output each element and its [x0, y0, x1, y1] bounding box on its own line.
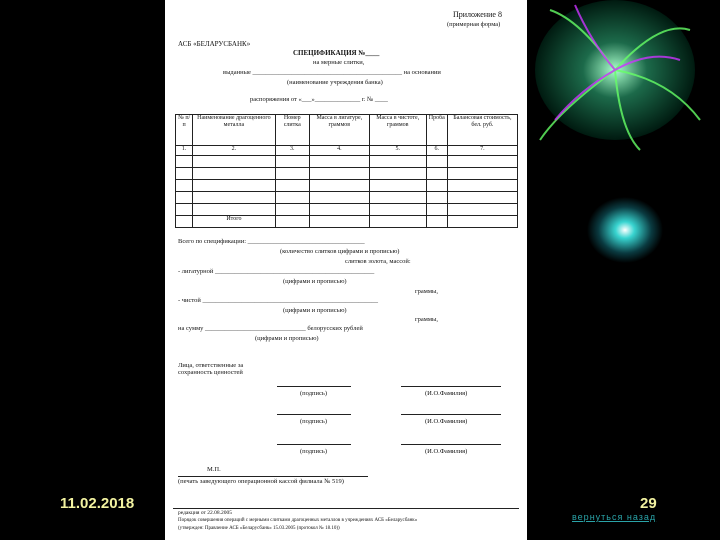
- appendix-sub: (примерная форма): [447, 21, 501, 28]
- signature-hint: (подпись): [300, 418, 327, 425]
- total-label: Итого: [193, 216, 275, 228]
- issued-line: выданные ______________________________________________ на основании: [223, 69, 441, 76]
- pure-hint: (цифрами и прописью): [283, 307, 347, 314]
- document-page: [165, 0, 527, 540]
- pure-line: - чистой ______________________________________________________: [178, 297, 379, 304]
- sum-line: на сумму _______________________________ белорусских рублей: [178, 325, 363, 332]
- name-hint: (И.О.Фамилия): [425, 448, 468, 455]
- spec-title: СПЕЦИФИКАЦИЯ №____: [293, 49, 380, 57]
- specification-table: [175, 114, 518, 228]
- col-number: 7.: [447, 146, 517, 156]
- issued-hint: (наименование учреждения банка): [287, 79, 383, 86]
- bars-mass: слитков золота, массой:: [345, 258, 411, 265]
- footnote: Порядок совершения операций с мерными слитками драгоценных металлов в учреждениях АСБ «Беларусбанк»: [178, 518, 418, 523]
- ligature-line: - лигатурной _________________________________________________: [178, 268, 375, 275]
- col-header: Проба: [426, 115, 447, 146]
- totals-line: Всего по спецификации: ____________________________________: [178, 238, 365, 245]
- order-line: распоряжения от «___»______________ г. № ____: [250, 96, 388, 103]
- bank-name: АСБ «БЕЛАРУСБАНК»: [178, 40, 251, 48]
- col-number: 2.: [193, 146, 275, 156]
- grams-1: граммы,: [415, 288, 439, 295]
- signature-hint: (подпись): [300, 390, 327, 397]
- grams-2: граммы,: [415, 316, 439, 323]
- revision-note: редакция от 22.08.2005: [178, 510, 233, 516]
- slide-date: 11.02.2018: [60, 495, 135, 512]
- col-header: Балансовая стоимость, бел. руб.: [447, 115, 517, 146]
- totals-hint: (количество слитков цифрами и прописью): [280, 248, 400, 255]
- col-number: 4.: [309, 146, 369, 156]
- responsible-label: Лица, ответственные за сохранность ценностей: [178, 362, 244, 377]
- sphere-decoration-small: [585, 195, 665, 265]
- back-link[interactable]: вернуться назад: [572, 512, 657, 522]
- stamp-label: М.П.: [207, 466, 221, 473]
- appendix-label: Приложение 8: [453, 10, 502, 19]
- spec-subtitle: на мерные слитки,: [313, 59, 365, 66]
- col-number: 5.: [369, 146, 426, 156]
- sphere-decoration-large: [520, 0, 720, 160]
- footnote-2: (утвержден: Правление АСБ «Беларусбанк» 15.03.2005 (протокол № 18.10)): [178, 526, 340, 531]
- col-number: 1.: [176, 146, 193, 156]
- slide-page-number: 29: [640, 495, 657, 512]
- sum-hint: (цифрами и прописью): [255, 335, 319, 342]
- signature-hint: (подпись): [300, 448, 327, 455]
- col-header: Масса в лигатуре, граммов: [309, 115, 369, 146]
- col-header: № п/п: [176, 115, 193, 146]
- ligature-hint: (цифрами и прописью): [283, 278, 347, 285]
- name-hint: (И.О.Фамилия): [425, 390, 468, 397]
- stamp-hint: (печать заведующего операционной кассой филиала № 519): [178, 478, 344, 485]
- name-hint: (И.О.Фамилия): [425, 418, 468, 425]
- col-header: Масса в чистоте, граммов: [369, 115, 426, 146]
- col-number: 6.: [426, 146, 447, 156]
- col-number: 3.: [275, 146, 309, 156]
- col-header: Номер слитка: [275, 115, 309, 146]
- col-header: Наименование драгоценного металла: [193, 115, 275, 146]
